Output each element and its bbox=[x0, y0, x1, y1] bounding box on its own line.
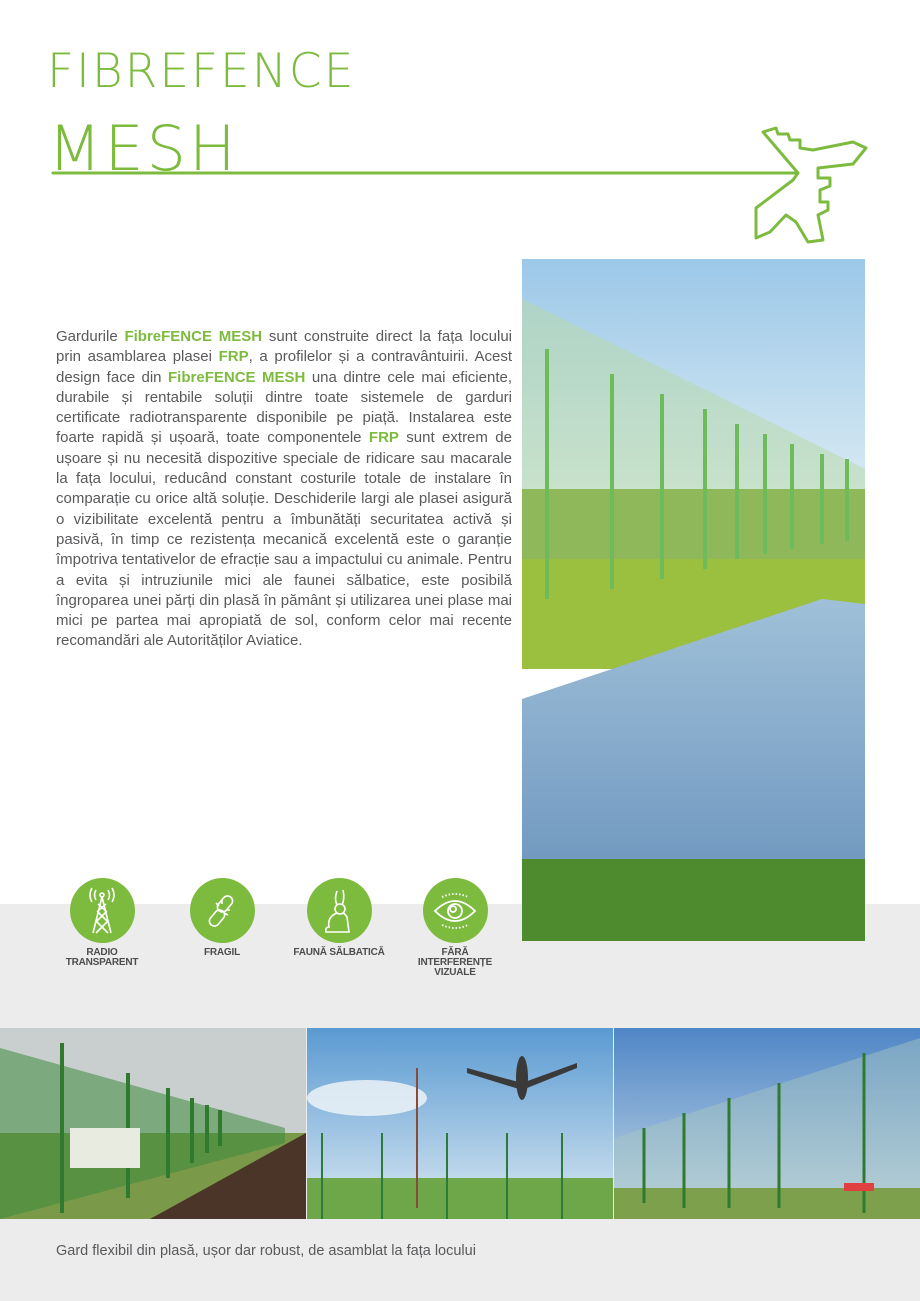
feature-label: VIZUALE bbox=[434, 967, 476, 978]
broken-chain-icon bbox=[190, 878, 255, 943]
feature-fragil bbox=[167, 878, 277, 958]
eye-icon bbox=[423, 878, 488, 943]
highlight-term: FibreFENCE MESH bbox=[168, 368, 306, 386]
body-text-segment: , a profilelor și a contravântuirii. Acest design face din bbox=[56, 348, 512, 386]
feature-radio-transparent bbox=[47, 878, 157, 968]
feature-label: TRANSPARENT bbox=[65, 957, 139, 968]
title-fibrefence: FIBREFENCE bbox=[47, 44, 356, 99]
radio-tower-icon bbox=[70, 878, 135, 943]
body-text-segment: una dintre cele mai eficiente, durabile și rentabile soluții dintre toate sistemele de garduri certificate radiotransparente disponibile pe piață. Instalarea este foarte rapidă și ușoară, toate componentele bbox=[56, 368, 512, 447]
feature-fara-interferente bbox=[400, 878, 510, 978]
highlight-term: FibreFENCE MESH bbox=[124, 328, 263, 345]
title-mesh: MESH bbox=[48, 112, 239, 185]
fence-installation-photo bbox=[0, 1028, 306, 1219]
body-text-segment: sunt extrem de ușoare și nu necesită dispozitive speciale de ridicare sau macarale la fața locului, reducând constant costurile totale de instalare în comparație cu orice altă soluție. Deschiderile largi ale plasei asigură o vizibilitate excelentă pentru a îmbunătăți securitatea activă și pasivă, în timp ce rezistența mecanică excelentă este o garanție împotriva tentativelor de efracție sau a impactului cu animale. Pentru a evita și intruziunile mici ale faunei sălbatice, este posibilă îngroparea unei părți din plasă în pământ și utilizarea unei plase mai mici pe partea mai apropiată de sol, conform celor mai recente recomandări ale Autorităților Aviatice. bbox=[56, 429, 512, 650]
rabbit-icon bbox=[307, 878, 372, 943]
airplane-landing-photo bbox=[307, 1028, 613, 1219]
description-paragraph bbox=[56, 327, 512, 652]
feature-label: FAUNĂ SĂLBATICĂ bbox=[293, 947, 385, 958]
body-text-segment: Gardurile bbox=[56, 328, 125, 345]
feature-label: RADIO bbox=[86, 947, 118, 958]
fence-reflection-photo bbox=[522, 259, 865, 941]
feature-label: FRAGIL bbox=[203, 947, 241, 958]
highlight-term: FRP bbox=[368, 429, 399, 447]
airplane-icon bbox=[48, 112, 878, 245]
fence-runway-photo bbox=[614, 1028, 920, 1219]
highlight-term: FRP bbox=[218, 348, 249, 366]
body-text-segment: sunt construite direct la fața locului prin asamblarea plasei bbox=[56, 328, 513, 366]
feature-fauna-salbatica bbox=[284, 878, 394, 958]
feature-label: FĂRĂ bbox=[441, 947, 469, 958]
feature-label: INTERFERENȚE bbox=[417, 957, 493, 968]
photo-caption: Gard flexibil din plasă, ușor dar robust, de asamblat la fața locului bbox=[56, 1243, 476, 1259]
